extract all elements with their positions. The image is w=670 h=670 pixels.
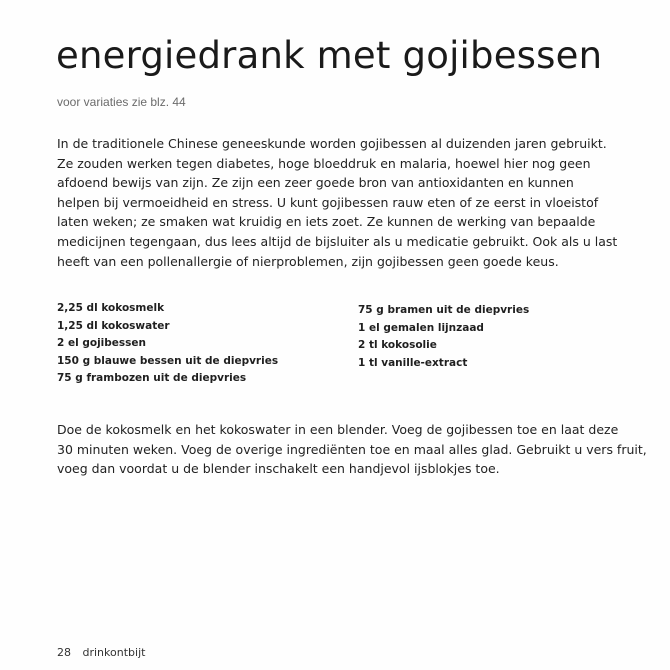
ingredient-item: 2,25 dl kokosmelk [57, 302, 165, 314]
method-line: 30 minuten weken. Voeg de overige ingrediënten toe en maal alles glad. Gebruikt u vers fruit, [57, 441, 647, 457]
intro-paragraph [57, 134, 657, 271]
variations-note: voor variaties zie blz. 44 [57, 95, 186, 109]
ingredient-item: 2 tl kokosolie [358, 339, 437, 351]
intro-line: helpen bij vermoeidheid en stress. U kunt gojibessen rauw eten of ze eerst in vloeistof [57, 194, 599, 210]
ingredients-right-column [358, 302, 529, 372]
method-paragraph [57, 420, 657, 479]
intro-line: In de traditionele Chinese geneeskunde worden gojibessen al duizenden jaren gebruikt. [57, 136, 607, 151]
recipe-title: energiedrank met gojibessen [56, 34, 603, 77]
ingredients-left-column [57, 300, 278, 388]
intro-line: laten weken; ze smaken wat kruidig en iets zoet. Ze kunnen de werking van bepaalde [57, 214, 596, 230]
ingredient-item: 1 el gemalen lijnzaad [358, 321, 484, 334]
section-name: drinkontbijt [82, 646, 146, 659]
ingredient-item: 75 g frambozen uit de diepvries [57, 372, 247, 384]
ingredient-item: 1 tl vanille-extract [358, 356, 468, 369]
method-line: Doe de kokosmelk en het kokoswater in een blender. Voeg de gojibessen toe en laat deze [57, 422, 619, 437]
intro-line: Ze zouden werken tegen diabetes, hoge bloeddruk en malaria, hoewel hier nog geen [57, 155, 591, 171]
ingredient-item: 2 el gojibessen [57, 337, 146, 349]
intro-line: heeft van een pollenallergie of nierproblemen, zijn gojibessen geen goede keus. [57, 253, 559, 269]
ingredient-item: 150 g blauwe bessen uit de diepvries [57, 354, 279, 367]
intro-line: medicijnen tegengaan, dus lees altijd de bijsluiter als u medicatie gebruikt. Ook als u last [57, 233, 618, 249]
page-footer [57, 646, 145, 660]
ingredient-item: 1,25 dl kokoswater [57, 319, 170, 332]
page-number: 28 [57, 646, 71, 659]
intro-line: afdoend bewijs van zijn. Ze zijn een zeer goede bron van antioxidanten en kunnen [57, 175, 574, 191]
ingredient-item: 75 g bramen uit de diepvries [358, 304, 530, 316]
method-line: voeg dan voordat u de blender inschakelt een handjevol ijsblokjes toe. [57, 461, 500, 477]
